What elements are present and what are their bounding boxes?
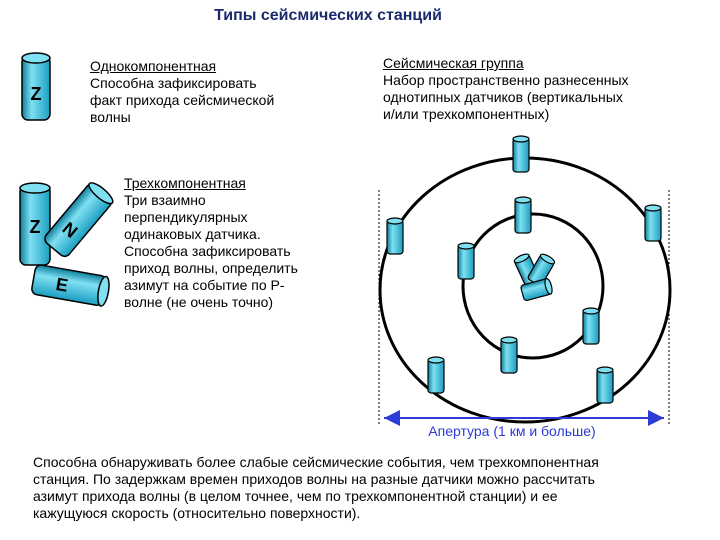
bottom-line-1: Способна обнаруживать более слабые сейсмические события, чем трехкомпонентная	[33, 454, 599, 470]
bottom-line-4: кажущуюся скорость (относительно поверхности).	[33, 505, 361, 521]
three-line-2: перпендикулярных	[124, 209, 248, 225]
aperture-label: Апертура (1 км и больше)	[428, 423, 596, 439]
single-line-3: волны	[90, 109, 131, 125]
group-heading: Сейсмическая группа	[383, 55, 524, 71]
sensor-e-label: E	[54, 274, 70, 296]
single-sensor-label: Z	[30, 84, 42, 104]
ring-sensor-icon	[645, 205, 661, 241]
sensor-z-label: Z	[29, 217, 41, 237]
three-line-6: азимут на событие по P-	[124, 277, 285, 293]
group-line-2: однотипных датчиков (вертикальных	[383, 89, 623, 105]
ring-sensor-icon	[515, 197, 531, 233]
group-line-3: и/или трехкомпонентных)	[383, 106, 550, 122]
sensor-n-label: N	[58, 218, 82, 242]
three-line-5: приход волны, определить	[124, 260, 298, 276]
three-heading: Трехкомпонентная	[124, 175, 246, 191]
three-line-4: Способна зафиксировать	[124, 243, 291, 259]
three-line-7: волне (не очень точно)	[124, 294, 274, 310]
single-line-1: Способна зафиксировать	[90, 75, 257, 91]
ring-sensor-icon	[458, 243, 474, 279]
ring-sensor-icon	[387, 218, 403, 254]
three-line-3: одинаковых датчика.	[124, 226, 261, 242]
center-sensor-icon	[513, 252, 556, 301]
ring-sensor-icon	[428, 357, 444, 393]
ring-sensor-icon	[583, 308, 599, 344]
ring-sensor-icon	[513, 136, 529, 172]
three-sensor-icon	[20, 180, 116, 307]
three-line-1: Три взаимно	[124, 192, 206, 208]
ring-sensor-icon	[597, 367, 613, 403]
single-sensor-icon	[22, 53, 50, 120]
bottom-line-3: азимут прихода волны (в целом точнее, чем по трехкомпонентной станции) и ее	[33, 488, 558, 504]
single-line-2: факт прихода сейсмической	[90, 92, 275, 108]
single-heading: Однокомпонентная	[90, 58, 217, 74]
ring-sensor-icon	[501, 337, 517, 373]
page-title: Типы сейсмических станций	[214, 7, 442, 24]
bottom-line-2: станция. По задержкам времен приходов волны на разные датчики можно рассчитать	[33, 471, 595, 487]
group-line-1: Набор пространственно разнесенных	[383, 72, 629, 88]
